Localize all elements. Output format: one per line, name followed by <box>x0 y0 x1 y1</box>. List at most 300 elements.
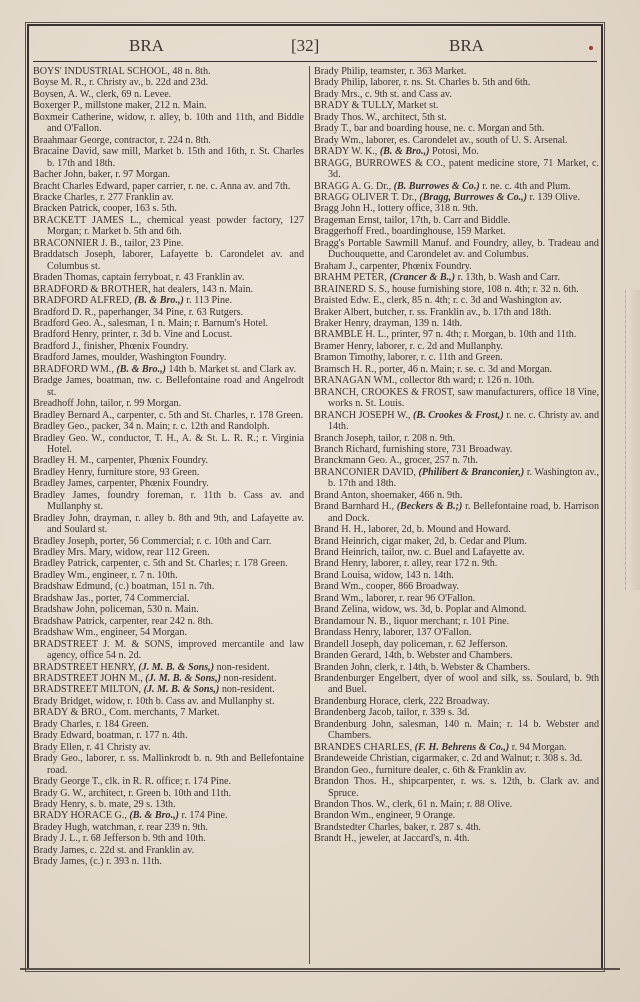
entry-name: Brandon Thos. W., <box>314 799 390 810</box>
directory-entry <box>33 536 304 547</box>
entry-details: engineer, 54 Morgan. <box>98 627 187 639</box>
directory-entry <box>314 215 599 226</box>
entry-details: millstone maker, 212 n. Main. <box>82 100 207 112</box>
directory-entry <box>314 146 599 157</box>
entry-details: r. ne. c. Christy av. and 14th. <box>328 409 599 433</box>
entry-name: BRADFORD ALFRED, <box>33 295 132 307</box>
directory-entry <box>33 89 304 100</box>
entry-firm: (B. & Bro.,) <box>377 146 430 158</box>
entry-name: Bradley Joseph, <box>33 535 98 547</box>
entry-details: r. Bellefontaine road, b. Harrison and Dock. <box>328 501 599 524</box>
directory-entry <box>314 123 599 134</box>
directory-entry <box>314 272 599 283</box>
entry-details: r. 41 Christy av. <box>84 741 151 753</box>
entry-details: laborer, r. c. 2d and Mullanphy. <box>373 340 503 352</box>
entry-firm: (Crancer & B.,) <box>386 272 456 284</box>
entry-details: paper carrier, r. ne. c. Anna av. and 7th. <box>129 180 291 192</box>
entry-name: Bradford Henry, <box>33 329 100 341</box>
directory-entry <box>314 627 599 638</box>
entry-name: Bracaine David, <box>33 146 100 158</box>
entry-details: (c.) r. 393 n. 11th. <box>87 856 162 868</box>
directory-entry <box>314 650 599 661</box>
entry-details: improved mercantile and law agency, office 54 n. 2d. <box>47 638 304 662</box>
entry-details: baker, r. 287 s. 4th. <box>401 821 481 833</box>
entry-name: Bacher John, <box>33 169 86 181</box>
directory-entry <box>314 341 599 352</box>
entry-details: r. 184 Green. <box>93 718 149 730</box>
directory-entry <box>33 421 304 432</box>
entry-details: widow, rear 112 Green. <box>112 547 210 559</box>
entry-name: Bradshaw Edmund, <box>33 581 113 593</box>
entry-name: Bradford D. R., <box>33 306 97 318</box>
entry-details: cooper, 163 s. 5th. <box>100 203 177 215</box>
entry-name: Bradshaw Wm., <box>33 627 99 639</box>
entry-name: BOYS' INDUSTRIAL SCHOOL, <box>33 66 170 77</box>
directory-entry <box>33 135 304 146</box>
directory-entry <box>314 639 599 650</box>
entry-name: BRADSTREET J. M. & SONS, <box>33 638 173 650</box>
directory-entry <box>314 238 599 261</box>
entry-name: Brand Anton, <box>314 489 369 501</box>
entry-details: day policeman, r. 62 Jefferson. <box>381 638 508 650</box>
entry-firm: (B. Burrowes & Co.) <box>391 180 480 192</box>
entry-name: Boysen, A. W., <box>33 88 94 100</box>
entry-details: paperhanger, 34 Pine, r. 63 Rutgers. <box>96 306 244 318</box>
entry-details: s. b. mate, 29 s. 13th. <box>87 799 176 810</box>
directory-entry <box>314 89 599 100</box>
entry-name: Brandass Henry, <box>314 627 381 639</box>
entry-details: clerk, r. 14th, b. Webster & Chambers. <box>372 661 530 673</box>
entry-details: tailor, 23 Pine. <box>121 237 184 249</box>
entry-details: tailor, nw. c. Buel and Lafayette av. <box>379 547 525 559</box>
directory-entry <box>33 639 304 662</box>
entry-name: Brandenburg Horace, <box>314 695 401 707</box>
entry-name: Brand Louisa, <box>314 569 372 581</box>
entry-name: Brady George T., <box>33 776 103 788</box>
entry-details: moulder, Washington Foundry. <box>99 352 227 364</box>
entry-name: BRADFORD & BROTHER, <box>33 283 151 295</box>
directory-entry <box>33 810 304 821</box>
entry-name: Brand Wm., <box>314 581 364 593</box>
entry-name: Braker Albert, <box>314 306 372 318</box>
directory-entry <box>314 192 599 203</box>
entry-name: Brand Wm., <box>314 592 364 604</box>
directory-entry <box>33 295 304 306</box>
directory-entry <box>314 364 599 375</box>
entry-name: BRACONNIER J. B., <box>33 237 122 249</box>
entry-details: jeweler, at Jaccard's, n. 4th. <box>356 833 470 845</box>
entry-details: drayman, r. alley b. 8th and 9th, and Lafayette av. and Soulard st. <box>47 512 304 536</box>
directory-entry <box>33 570 304 581</box>
entry-name: Braggerhoff Fred., <box>314 226 390 238</box>
directory-entry <box>33 307 304 318</box>
entry-details: grocer, 257 n. 7th. <box>401 455 478 467</box>
entry-details: baker, r. 97 Morgan. <box>85 169 171 181</box>
entry-firm: (J. M. B. & Sons,) <box>142 673 221 685</box>
entry-details: r. 174 Pine. <box>179 810 228 822</box>
directory-entry <box>33 66 304 77</box>
directory-entry <box>33 467 304 478</box>
entry-details: clerk, 85 n. 4th; r. c. 3d and Washington av. <box>384 295 562 307</box>
entry-details: widow, r. 10th b. Cass av. and Mullanphy st. <box>93 695 275 707</box>
entry-name: Boyse M. R., <box>33 77 87 89</box>
directory-entry <box>314 765 599 776</box>
entry-details: widow, r. alley, b. 10th and 11th, and Biddle and O'Fallon. <box>47 111 305 135</box>
directory-entry <box>314 307 599 318</box>
directory-entry <box>33 707 304 718</box>
entry-name: Bradley John, <box>33 512 91 524</box>
directory-entry <box>33 398 304 409</box>
entry-name: BRAGG A. G. Dr., <box>314 180 392 192</box>
directory-entry <box>33 455 304 466</box>
entry-name: Bradley James, <box>33 489 100 501</box>
directory-entry <box>314 696 599 707</box>
directory-entry <box>314 593 599 604</box>
entry-name: Braker Henry, <box>314 317 372 329</box>
entry-name: BRANDES CHARLES, <box>314 741 413 753</box>
entry-firm: (J. M. B. & Sons,) <box>141 684 220 696</box>
entry-firm: (Beckers & B.;) <box>393 501 463 513</box>
entry-details: r. 113 Pine. <box>183 295 233 307</box>
entry-details: hat dealers, 143 n. Main. <box>150 283 254 295</box>
entry-details: porter, 74 Commercial. <box>93 592 190 604</box>
directory-entry <box>33 169 304 180</box>
directory-entry <box>314 135 599 146</box>
directory-entry <box>33 788 304 799</box>
entry-details: architect, r. Green b. 10th and 11th. <box>86 787 232 799</box>
entry-name: Boxerger P., <box>33 100 83 112</box>
page-frame <box>27 24 603 970</box>
entry-name: Brady James, <box>33 844 88 856</box>
entry-name: Brady Wm., <box>314 134 364 146</box>
entry-details: furnishing store, 731 Broadway. <box>380 443 513 455</box>
entry-name: Brandon Wm., <box>314 810 374 822</box>
entry-details: carpenter, c. 5th and St. Charles, r. 178 Green. <box>114 409 304 421</box>
entry-name: Brady T., <box>314 123 352 135</box>
directory-entry <box>33 181 304 192</box>
entry-name: Bracht Charles Edward, <box>33 180 130 192</box>
entry-name: Bradshaw Patrick, <box>33 615 108 627</box>
entry-details: shoemaker, 466 n. 9th. <box>368 489 463 501</box>
entry-details: clerk, 69 n. Levee. <box>93 88 172 100</box>
entry-details: 48 n. 8th. <box>169 66 211 77</box>
directory-entry <box>314 558 599 569</box>
directory-entry <box>33 215 304 238</box>
entry-name: Breadhoff John, <box>33 398 98 410</box>
directory-entry <box>33 593 304 604</box>
entry-firm: (J. M. B. & Sons,) <box>135 661 215 673</box>
directory-entry <box>314 536 599 547</box>
directory-entry <box>314 329 599 340</box>
entry-name: Branch Richard, <box>314 443 381 455</box>
directory-entry <box>314 112 599 123</box>
directory-entry <box>314 810 599 821</box>
entry-details: non-resident. <box>219 684 275 696</box>
directory-entry <box>33 272 304 283</box>
entry-details: laborer, 137 O'Fallon. <box>380 627 472 639</box>
directory-entry <box>314 524 599 535</box>
entry-name: BRADY HORACE G., <box>33 810 127 822</box>
directory-entry <box>314 318 599 329</box>
directory-entry <box>33 776 304 787</box>
entry-name: BRADSTREET JOHN M., <box>33 673 143 685</box>
entry-details: tailor, 17th, b. Carr and Biddle. <box>381 214 511 226</box>
entry-details: salesman, 140 n. Main; r. 14 b. Webster and Chambers. <box>328 718 599 742</box>
entry-name: BRANCONIER DAVID, <box>314 466 416 478</box>
entry-details: saw mill, Market b. 15th and 16th, r. St. Charles b. 17th and 18th. <box>47 146 304 169</box>
page-header <box>29 32 601 58</box>
directory-entry <box>314 822 599 833</box>
entry-details: non-resident. <box>221 673 277 685</box>
entry-details: and Foundry, alley, b. Tradeau and Duchouquette, and Carondelet av. and Columbus. <box>328 237 599 261</box>
entry-details: contractor, r. 224 n. 8th. <box>111 134 211 146</box>
entry-name: Brady Bridget, <box>33 695 93 707</box>
directory-entry <box>33 799 304 810</box>
entry-details: Com. merchants, 7 Market. <box>106 707 220 719</box>
entry-firm: (Bragg, Burrowes & Co.,) <box>416 191 528 203</box>
directory-entry <box>33 742 304 753</box>
directory-entry <box>33 833 304 844</box>
entry-details: c. 9th st. and Cass av. <box>362 88 452 100</box>
entry-name: Brageman Ernst, <box>314 214 382 226</box>
directory-entry <box>314 352 599 363</box>
directory-entry <box>33 513 304 536</box>
entry-details: shipcarpenter, r. ws. s. 12th, b. Clark av. and Spruce. <box>328 776 599 799</box>
entry-details: 14th b. Market st. and Clark av. <box>166 363 296 375</box>
directory-entry <box>314 410 599 433</box>
entry-name: Branckmann Geo. A., <box>314 455 402 467</box>
entry-name: Bradford Geo. A., <box>33 317 106 329</box>
entry-details: foundry foreman, r. 11th b. Cass av. and Mullanphy st. <box>47 489 304 513</box>
entry-details: packer, 34 n. Main; r. c. 12th and Randolph. <box>89 421 270 433</box>
entry-details: tailor, r. 339 s. 3d. <box>393 707 470 719</box>
entry-details: boatman, nw. c. Bellefontaine road and Angelrodt st. <box>47 375 304 398</box>
entry-name: Brand Heinrich, <box>314 547 380 559</box>
directory-entry <box>314 799 599 810</box>
entry-name: Bradley James, <box>33 478 95 490</box>
directory-entry <box>33 581 304 592</box>
entry-name: Bradge James, <box>33 375 93 387</box>
entry-details: carpenter, Phœnix Foundry. <box>94 478 209 490</box>
entry-details: teamster, r. 363 Market. <box>367 66 467 77</box>
entry-name: Bragg John H., <box>314 203 376 215</box>
entry-details: r. 68 Jefferson b. 9th and 10th. <box>80 833 206 845</box>
entry-name: BRAMBLE H. L., <box>314 329 389 341</box>
entry-details: tailor, r. 99 Morgan. <box>97 398 182 410</box>
entry-name: Brandenberg Jacob, <box>314 707 394 719</box>
entry-name: BRADY W. K., <box>314 146 378 158</box>
header-divider <box>33 61 597 62</box>
entry-name: Bradey Hugh, <box>33 821 90 833</box>
directory-entry <box>33 673 304 684</box>
entry-details: r. 277 Franklin av. <box>97 191 174 203</box>
entry-details: finisher, Phœnix Foundry. <box>80 340 189 352</box>
entry-name: BRANAGAN WM., <box>314 375 398 387</box>
entry-details: furniture store, 93 Green. <box>94 466 200 478</box>
left-column <box>33 66 304 868</box>
entry-name: Branden John, <box>314 661 373 673</box>
entry-details: r. 13th, b. Wash and Carr. <box>455 272 561 284</box>
entry-details: tailor, r. 208 n. 9th. <box>375 432 456 444</box>
entry-name: BRADSTREET HENRY, <box>33 661 136 673</box>
entry-name: Bradshaw John, <box>33 604 98 616</box>
directory-entry <box>314 444 599 455</box>
entry-name: Bradley H. M., <box>33 455 94 467</box>
entry-name: Brand Heinrich, <box>314 535 380 547</box>
directory-entry <box>314 753 599 764</box>
directory-entry <box>33 719 304 730</box>
entry-name: Bradley Henry, <box>33 466 95 478</box>
entry-name: BRACKETT JAMES L., <box>33 214 142 226</box>
entry-name: Brandt H., <box>314 833 357 845</box>
entry-details: r. ne. c. 4th and Plum. <box>479 180 571 192</box>
entry-details: clk. in R. R. office; r. 174 Pine. <box>102 776 232 788</box>
directory-entry <box>33 318 304 329</box>
entry-details: laborer, r. rear 96 O'Fallon. <box>363 592 476 604</box>
entry-name: Brady Ellen, <box>33 741 85 753</box>
header-right-keyword: BRA <box>449 36 484 55</box>
directory-entry <box>33 478 304 489</box>
entry-name: Bragg's Portable Sawmill Manuf. <box>314 237 452 249</box>
directory-entry <box>314 375 599 386</box>
directory-entry <box>314 455 599 466</box>
entry-details: laborer, r. alley, rear 172 n. 9th. <box>368 558 498 570</box>
directory-entry <box>33 364 304 375</box>
directory-entry <box>33 433 304 456</box>
entry-name: BRADY & TULLY, <box>314 100 395 112</box>
entry-details: (c.) boatman, 151 n. 7th. <box>112 581 215 593</box>
entry-name: Bradley Mrs. Mary, <box>33 547 113 559</box>
directory-entry <box>33 730 304 741</box>
directory-entry <box>314 295 599 306</box>
directory-entry <box>33 616 304 627</box>
directory-entry <box>33 284 304 295</box>
entry-name: Brady Geo., <box>33 753 83 765</box>
directory-entry <box>314 673 599 696</box>
entry-name: Boxmeir Catherine, <box>33 111 114 123</box>
entry-details: carpenter, Phœnix Foundry. <box>93 455 208 467</box>
bottom-rule <box>20 968 620 970</box>
entry-details: widow, ws. 3d, b. Poplar and Almond. <box>369 604 527 616</box>
directory-entry <box>33 410 304 421</box>
entry-name: Brady Charles, <box>33 718 94 730</box>
entry-details: boardinghouse, 159 Market. <box>389 226 506 238</box>
entry-details: c. 22d st. and Franklin av. <box>87 844 195 856</box>
entry-details: drayman, 139 n. 14th. <box>371 317 463 329</box>
entry-name: Brady Philip, <box>314 77 368 89</box>
entry-details: r. Christy av., b. 22d and 23d. <box>86 77 209 89</box>
directory-entry <box>33 547 304 558</box>
directory-entry <box>33 238 304 249</box>
directory-entry <box>33 352 304 363</box>
entry-name: Brandamour N. B., <box>314 615 392 627</box>
entry-name: Braisted Edw. E., <box>314 295 385 307</box>
directory-entry <box>33 684 304 695</box>
page-number: [32] <box>291 36 320 55</box>
directory-entry <box>33 856 304 867</box>
entry-details: collector 8th ward; r. 126 n. 10th. <box>397 375 535 387</box>
entry-details: Potosi, Mo. <box>429 146 479 158</box>
directory-entry <box>33 604 304 615</box>
entry-details: porter, 46 n. Main; r. se. c. 3d and Morgan. <box>376 363 552 375</box>
directory-entry <box>314 570 599 581</box>
directory-entry <box>314 662 599 673</box>
directory-entry <box>314 547 599 558</box>
entry-details: house furnishing store, 108 n. 4th; r. 32 n. 6th. <box>389 283 579 295</box>
entry-name: Bradford James, <box>33 352 100 364</box>
directory-entry <box>314 604 599 615</box>
entry-details: laborer, r. ss. Mallinkrodt b. n. 9th and Bellefontaine road. <box>47 753 305 776</box>
entry-details: bar and boarding house, ne. c. Morgan and 5th. <box>351 123 545 135</box>
entry-name: Branden Gerard, <box>314 650 382 662</box>
entry-name: Brady Philip, <box>314 66 368 77</box>
entry-name: Brandell Joseph, <box>314 638 382 650</box>
entry-name: Brady J. L., <box>33 833 81 845</box>
entry-details: liquor merchant; r. 101 Pine. <box>391 615 510 627</box>
directory-entry <box>33 329 304 340</box>
entry-details: cigar maker, 2d, b. Cedar and Plum. <box>379 535 527 547</box>
entry-name: Brady G. W., <box>33 787 86 799</box>
entry-details: Market st. <box>394 100 439 112</box>
entry-name: Bradford J., <box>33 340 81 352</box>
entry-name: Brand Henry, <box>314 558 369 570</box>
directory-entry <box>33 77 304 88</box>
entry-name: Bramer Henry, <box>314 340 374 352</box>
entry-name: BRANCH JOSEPH W., <box>314 409 411 421</box>
entry-name: Brand Zelina, <box>314 604 370 616</box>
entry-name: Brady Mrs., <box>314 88 363 100</box>
entry-details: 14th, b. Webster and Chambers. <box>381 650 513 662</box>
entry-name: Bradley Patrick, <box>33 558 99 570</box>
right-column <box>309 66 599 964</box>
directory-entry <box>314 581 599 592</box>
directory-entry <box>314 433 599 444</box>
directory-entry <box>314 719 599 742</box>
entry-details: printer, 97 n. 4th; r. Morgan, b. 10th and 11th. <box>388 329 577 341</box>
entry-firm: (B. Crookes & Frost,) <box>410 409 504 421</box>
directory-entry <box>314 501 599 524</box>
entry-name: Braddatsch Joseph, <box>33 249 116 261</box>
torn-page-edge <box>625 290 640 590</box>
directory-entry <box>314 66 599 77</box>
entry-name: Bradley Wm., <box>33 569 90 581</box>
entry-name: BRADFORD WM., <box>33 363 114 375</box>
entry-details: patent medicine store, 71 Market, c. 3d. <box>328 157 599 181</box>
entry-name: Bradley Bernard A., <box>33 409 115 421</box>
directory-entry <box>314 742 599 753</box>
entry-name: Braden Thomas, <box>33 272 100 284</box>
entry-details: butcher, r. ss. Franklin av., b. 17th and 18th. <box>371 306 552 318</box>
entry-details: boatman, r. 177 n. 4th. <box>94 730 188 742</box>
entry-details: printer, r. 3d b. Vine and Locust. <box>99 329 233 341</box>
entry-name: Braahmaar George, <box>33 134 112 146</box>
directory-entry <box>314 261 599 272</box>
entry-firm: (B. & Bro.,) <box>113 363 167 375</box>
entry-name: BRANCH, CROOKES & FROST, <box>314 386 455 398</box>
entry-firm: (B. & Bro.,) <box>126 810 179 822</box>
directory-entry <box>33 203 304 214</box>
entry-details: laborer, r. ns. St. Charles b. 5th and 6th. <box>367 77 531 89</box>
directory-entry <box>33 822 304 833</box>
entry-details: policeman, 530 n. Main. <box>97 604 199 616</box>
entry-details: dyer of wool and silk, ss. Soulard, b. 9th and Buel. <box>328 673 599 696</box>
entry-name: Bradley Geo., <box>33 421 90 433</box>
entry-details: clerk, 222 Broadway. <box>400 695 490 707</box>
entry-details: clerk, 61 n. Main; r. 88 Olive. <box>389 799 513 810</box>
entry-name: Bracken Patrick, <box>33 203 101 215</box>
entry-name: Brady Edward, <box>33 730 95 742</box>
entry-details: lottery office, 318 n. 9th. <box>375 203 479 215</box>
